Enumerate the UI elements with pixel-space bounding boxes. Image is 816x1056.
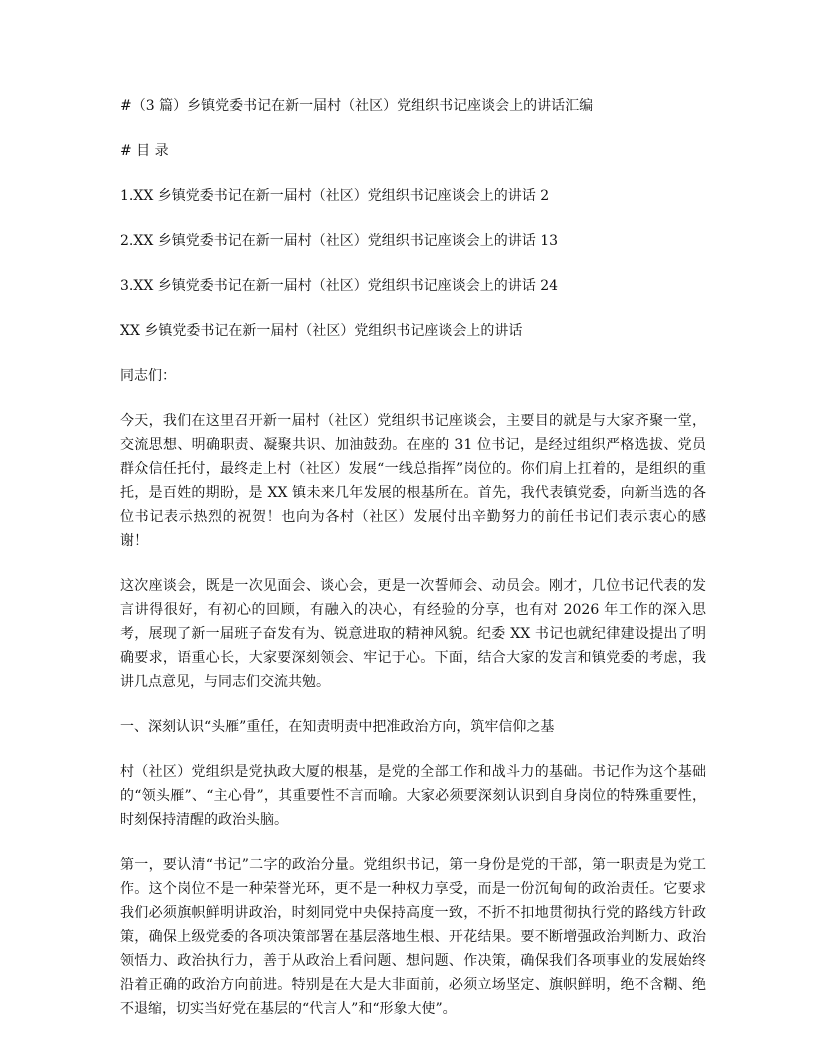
- toc-item: 1.XX 乡镇党委书记在新一届村（社区）党组织书记座谈会上的讲话 2: [120, 188, 550, 204]
- body-paragraph: 第一，要认清“书记”二字的政治分量。党组织书记，第一身份是党的干部，第一职责是为党工作。这个岗位不是一种荣誉光环，更不是一种权力享受，而是一份沉甸甸的政治责任。它要求我们必须旗帜鲜明讲政治，时刻同党中央保持高度一致，不折不扣地贯彻执行党的路线方针政策，确保上级党委的各项决策部署在基层落地生根、开花结果。要不断增强政治判断力、政治领悟力、政治执行力，善于从政治上看问题、想问题、作决策，确保我们各项事业的发展始终沿着正确的政治方向前进。特别是在大是大非面前，必须立场坚定、旗帜鲜明，绝不含糊、绝不退缩，切实当好党在基层的“代言人”和“形象大使”。: [120, 857, 706, 1017]
- toc-item: 2.XX 乡镇党委书记在新一届村（社区）党组织书记座谈会上的讲话 13: [120, 233, 559, 249]
- body-paragraph: 今天，我们在这里召开新一届村（社区）党组织书记座谈会，主要目的就是与大家齐聚一堂，交流思想、明确职责、凝聚共识、加油鼓劲。在座的 31 位书记，是经过组织严格选拔、党员群众信任托付，最终走上村（社区）发展“一线总指挥”岗位的。你们肩上扛着的，是组织的重托，是百姓的期盼，是 XX 镇未来几年发展的根基所在。首先，我代表镇党委，向新当选的各位书记表示热烈的祝贺！也向为各村（社区）发展付出辛勤努力的前任书记们表示衷心的感谢！: [120, 413, 706, 549]
- toc-item: 3.XX 乡镇党委书记在新一届村（社区）党组织书记座谈会上的讲话 24: [120, 278, 559, 294]
- toc-heading: # 目 录: [120, 143, 169, 159]
- speech-title: XX 乡镇党委书记在新一届村（社区）党组织书记座谈会上的讲话: [120, 323, 523, 339]
- section-heading: 一、深刻认识“头雁”重任，在知责明责中把准政治方向，筑牢信仰之基: [120, 719, 555, 735]
- greeting: 同志们：: [120, 368, 176, 384]
- body-paragraph: 村（社区）党组织是党执政大厦的根基，是党的全部工作和战斗力的基础。书记作为这个基础的“领头雁”、“主心骨”，其重要性不言而喻。大家必须要深刻认识到自身岗位的特殊重要性，时刻保持清醒的政治头脑。: [120, 764, 706, 828]
- document-page: [120, 94, 706, 1042]
- body-paragraph: 这次座谈会，既是一次见面会、谈心会，更是一次誓师会、动员会。刚才，几位书记代表的发言讲得很好，有初心的回顾，有融入的决心，有经验的分享，也有对 2026 年工作的深入思考，展现了新一届班子奋发有为、锐意进取的精神风貌。纪委 XX 书记也就纪律建设提出了明确要求，语重心长，大家要深刻领会、牢记于心。下面，结合大家的发言和镇党委的考虑，我讲几点意见，与同志们交流共勉。: [120, 578, 706, 690]
- document-title: #（3 篇）乡镇党委书记在新一届村（社区）党组织书记座谈会上的讲话汇编: [120, 98, 594, 114]
